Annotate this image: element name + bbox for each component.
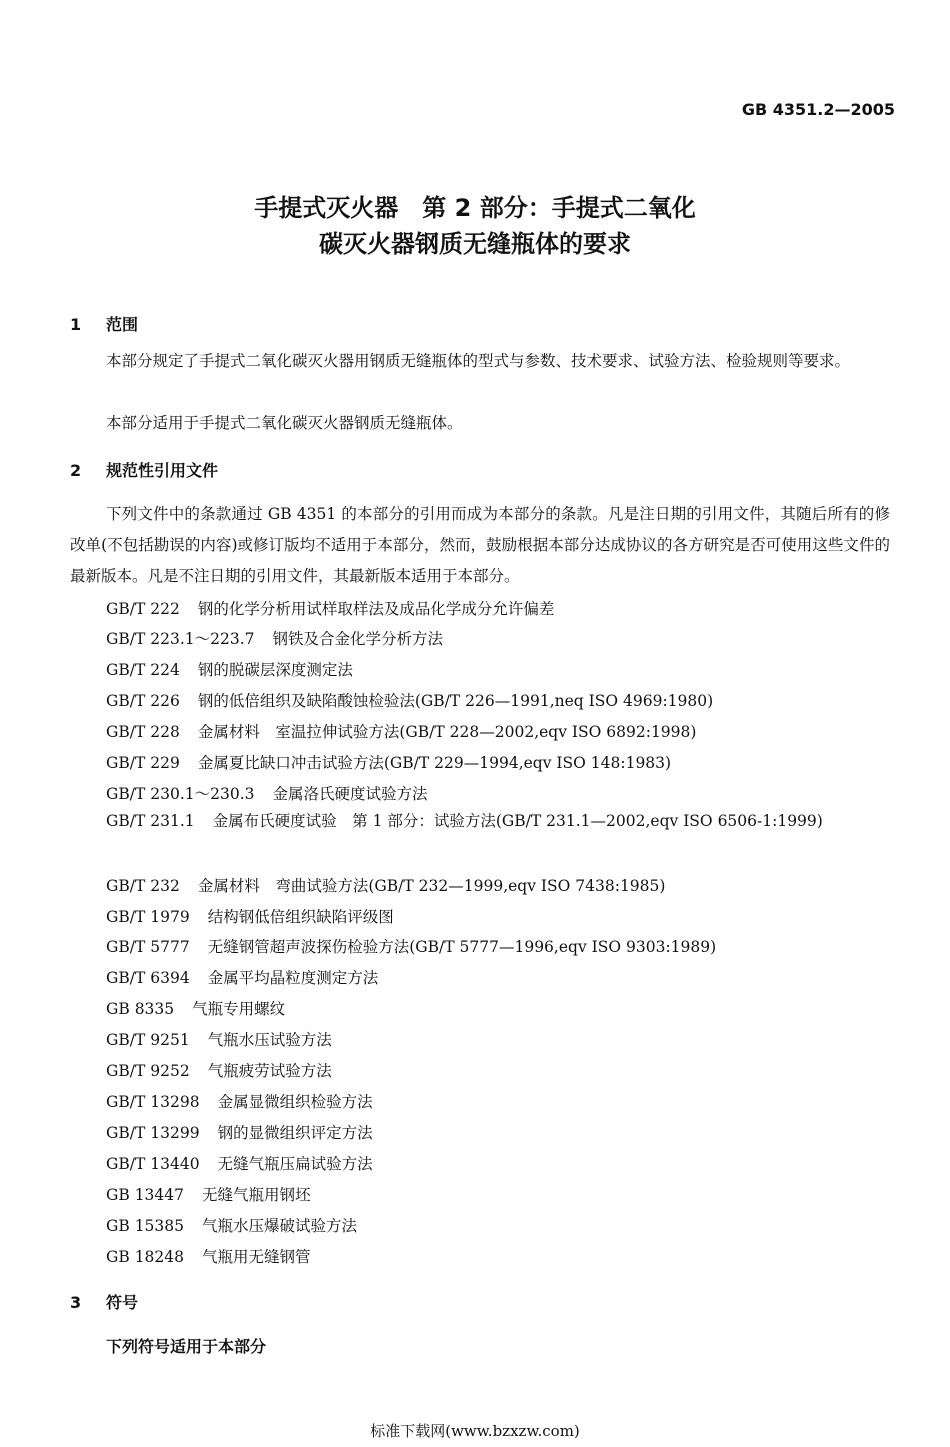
reference-item: GB 8335 气瓶专用螺纹 (106, 1000, 286, 1018)
reference-item: GB/T 9252 气瓶疲劳试验方法 (106, 1062, 332, 1080)
reference-item: GB/T 9251 气瓶水压试验方法 (106, 1031, 332, 1049)
reference-item: GB/T 6394 金属平均晶粒度测定方法 (106, 969, 379, 987)
section-3-heading (70, 1290, 138, 1313)
reference-item: GB/T 224 钢的脱碳层深度测定法 (106, 661, 353, 679)
title-line-2: 碳灭火器钢质无缝瓶体的要求 (319, 230, 631, 258)
reference-item: GB/T 232 金属材料 弯曲试验方法(GB/T 232—1999,eqv ISO 7438:1985) (106, 877, 666, 895)
reference-item: GB/T 229 金属夏比缺口冲击试验方法(GB/T 229—1994,eqv ISO 148:1983) (106, 754, 672, 772)
reference-item: GB/T 230.1～230.3 金属洛氏硬度试验方法 (106, 785, 428, 803)
section-1-paragraph-2: 本部分适用于手提式二氧化碳灭火器钢质无缝瓶体。 (106, 414, 463, 432)
section-3-number: 3 (70, 1293, 82, 1312)
section-1-title: 范围 (106, 315, 139, 334)
reference-item: GB/T 5777 无缝钢管超声波探伤检验方法(GB/T 5777—1996,eqv ISO 9303:1989) (106, 938, 717, 956)
reference-item: GB/T 1979 结构钢低倍组织缺陷评级图 (106, 908, 394, 926)
reference-item: GB 13447 无缝气瓶用钢坯 (106, 1186, 311, 1204)
reference-item: GB/T 231.1 金属布氏硬度试验 第 1 部分：试验方法(GB/T 231.1—2002,eqv ISO 6506-1:1999) (106, 812, 823, 830)
section-1-heading (70, 312, 138, 335)
reference-item: GB/T 223.1～223.7 钢铁及合金化学分析方法 (106, 630, 444, 648)
title-line-1: 手提式灭火器 第 2 部分：手提式二氧化 (254, 194, 696, 222)
section-3-title: 符号 (106, 1293, 139, 1312)
footer-watermark: 标准下载网(www.bzxzw.com) (370, 1422, 580, 1440)
reference-item: GB/T 222 钢的化学分析用试样取样法及成品化学成分允许偏差 (106, 600, 555, 618)
reference-item: GB/T 228 金属材料 室温拉伸试验方法(GB/T 228—2002,eqv ISO 6892:1998) (106, 723, 697, 741)
reference-item: GB 18248 气瓶用无缝钢管 (106, 1248, 311, 1266)
document-title (0, 190, 950, 262)
reference-item: GB/T 13299 钢的显微组织评定方法 (106, 1124, 373, 1142)
reference-item: GB 15385 气瓶水压爆破试验方法 (106, 1217, 358, 1235)
section-2-heading (70, 458, 218, 481)
section-2-paragraph-1: 下列文件中的条款通过 GB 4351 的本部分的引用而成为本部分的条款。凡是注日期的引用文件，其随后所有的修改单(不包括勘误的内容)或修订版均不适用于本部分，然而，鼓励根据本部分达成协议的各方研究是否可使用这些文件的最新版本。凡是不注日期的引用文件，其最新版本适用于本部分。 (70, 505, 890, 585)
section-3-paragraph-1: 下列符号适用于本部分 (106, 1337, 267, 1356)
section-2-number: 2 (70, 461, 82, 480)
section-2-title: 规范性引用文件 (106, 461, 219, 480)
reference-item: GB/T 226 钢的低倍组织及缺陷酸蚀检验法(GB/T 226—1991,neq ISO 4969:1980) (106, 692, 714, 710)
reference-item: GB/T 13298 金属显微组织检验方法 (106, 1093, 373, 1111)
document-code: GB 4351.2—2005 (741, 100, 895, 119)
section-1-number: 1 (70, 315, 82, 334)
reference-item: GB/T 13440 无缝气瓶压扁试验方法 (106, 1155, 373, 1173)
section-1-paragraph-1: 本部分规定了手提式二氧化碳灭火器用钢质无缝瓶体的型式与参数、技术要求、试验方法、检验规则等要求。 (106, 352, 851, 370)
